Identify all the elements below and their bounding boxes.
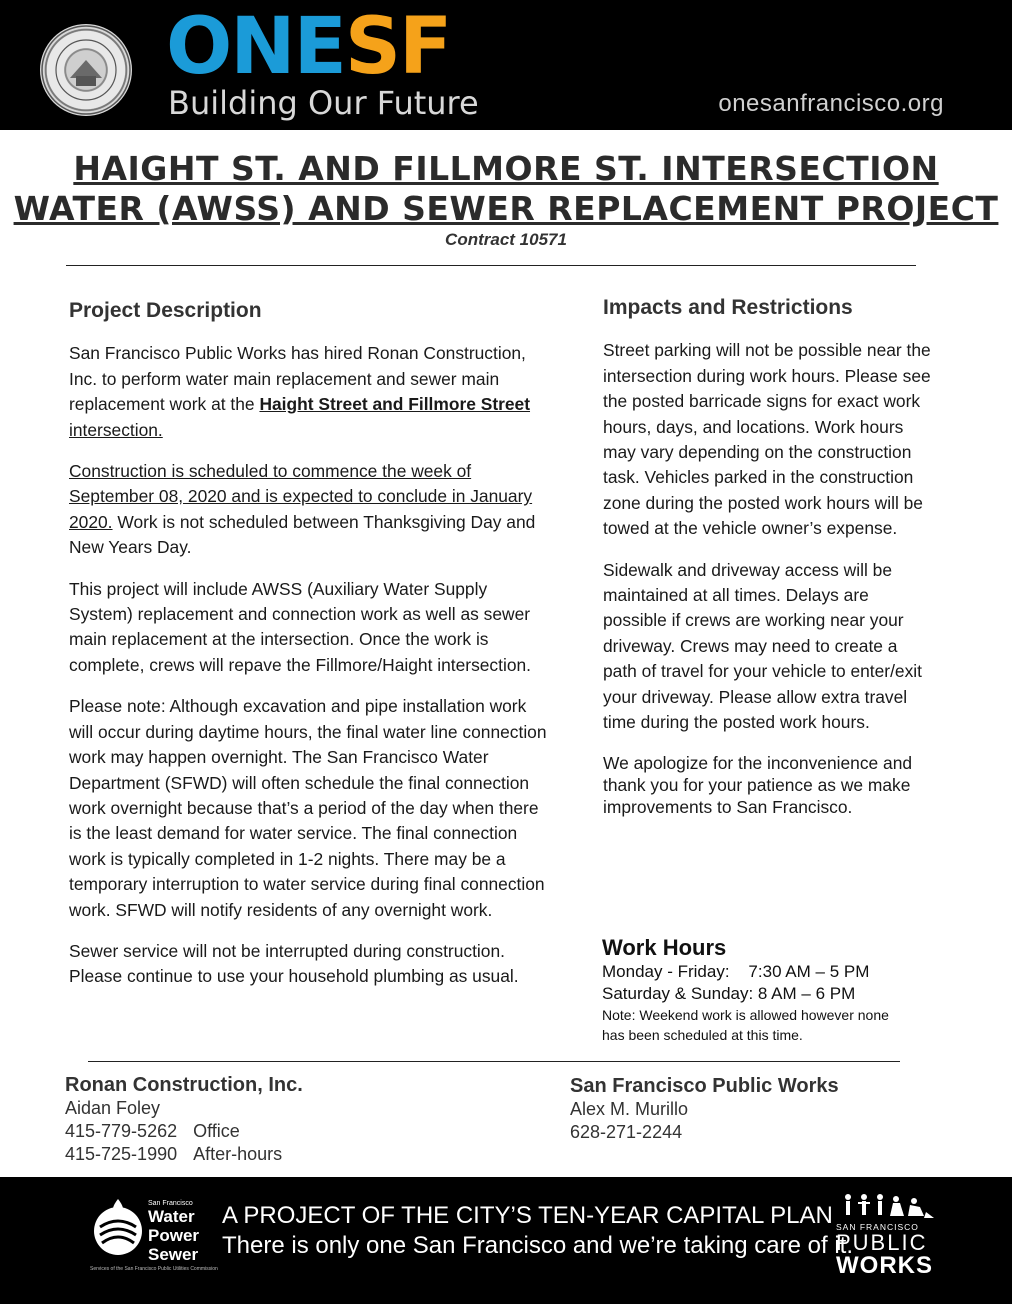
city-org-name: San Francisco Public Works — [570, 1075, 839, 1097]
pw-city-label: SAN FRANCISCO — [836, 1222, 919, 1232]
page-title-line2: WATER (AWSS) AND SEWER REPLACEMENT PROJECT — [13, 189, 999, 228]
city-person: Alex M. Murillo — [570, 1099, 689, 1119]
workers-silhouette-icon — [838, 1192, 936, 1222]
water-drop-icon — [90, 1197, 146, 1259]
description-p1-end: intersection. — [69, 419, 163, 440]
work-hours-note: Note: Weekend work is allowed however none has been scheduled at this time. — [602, 1007, 889, 1043]
title-divider — [66, 265, 916, 266]
city-phone[interactable]: 628-271-2244 — [570, 1122, 683, 1142]
logo-one-text: ONE — [166, 2, 345, 92]
work-hours-weekend: Saturday & Sunday: 8 AM – 6 PM — [602, 984, 856, 1003]
contractor-name: Ronan Construction, Inc. — [65, 1074, 303, 1096]
footer-slogan: There is only one San Francisco and we’re taking care of it. — [222, 1232, 853, 1259]
impacts-section — [603, 295, 933, 834]
city-seal-icon — [40, 24, 132, 116]
onesf-logo — [166, 2, 451, 92]
wps-fine-print: Services of the San Francisco Public Utilities Commission — [90, 1266, 218, 1272]
website-url[interactable]: onesanfrancisco.org — [718, 90, 944, 117]
office-label: Office — [193, 1121, 240, 1141]
page-title-line1: HAIGHT ST. AND FILLMORE ST. INTERSECTION — [73, 149, 939, 188]
impacts-heading: Impacts and Restrictions — [603, 296, 853, 319]
contractor-afterhours-phone[interactable]: 415-725-1990 — [65, 1144, 178, 1164]
contractor-office-phone[interactable]: 415-779-5262 — [65, 1121, 178, 1141]
description-paragraph-2 — [69, 459, 554, 561]
wps-power: Power — [148, 1226, 200, 1245]
description-p1-text: San Francisco Public Works has hired Ronan Construction, Inc. to perform water main replacement and sewer main replacement work at the — [69, 343, 526, 415]
description-paragraph-3: This project will include AWSS (Auxiliary Water Supply System) replacement and connection work as well as sewer main replacement at the intersection. Once the work is complete, crews will repave the Fillmore/Haight intersection. — [69, 578, 531, 675]
contractor-afterhours-row — [65, 1143, 485, 1166]
contractor-office-row — [65, 1120, 485, 1143]
contacts-divider — [88, 1061, 900, 1062]
schedule-text: Construction is scheduled to commence the week of September 08, 2020 and is expected to conclude in January 2020. — [69, 461, 533, 532]
description-paragraph-5: Sewer service will not be interrupted during construction. Please continue to use your household plumbing as usual. — [69, 940, 519, 987]
afterhours-label: After-hours — [193, 1144, 283, 1164]
wps-sewer: Sewer — [148, 1245, 199, 1264]
contractor-person: Aidan Foley — [65, 1098, 161, 1118]
city-contact — [570, 1075, 950, 1144]
contractor-contact — [65, 1074, 485, 1166]
schedule-rest: Work is not scheduled between Thanksgiving Day and New Years Day. — [69, 511, 536, 558]
wps-city-label: San Francisco — [148, 1200, 193, 1207]
logo-tagline: Building Our Future — [168, 84, 479, 122]
logo-sf-text: SF — [344, 2, 451, 92]
location-link: Haight Street and Fillmore Street — [259, 394, 531, 415]
impacts-paragraph-1: Street parking will not be possible near the intersection during work hours. Please see the posted barricade signs for exact work hours, days, and locations. Work hours may vary depending on the construction task. Vehicles parked in the construction zone during the posted work hours will be towed at the vehicle owner’s expense. — [603, 340, 931, 539]
pw-public-word: PUBLIC — [836, 1230, 928, 1255]
project-description-section — [69, 298, 554, 1006]
work-hours-section — [602, 935, 922, 1045]
description-paragraph-1 — [69, 341, 554, 443]
work-hours-heading: Work Hours — [602, 935, 727, 960]
pw-works-word: WORKS — [836, 1252, 933, 1279]
impacts-paragraph-2: Sidewalk and driveway access will be maintained at all times. Delays are possible if crews are working near your driveway. Crews may need to create a path of travel for your vehicle to enter/exit your driveway. Please allow extra travel time during the posted work hours. — [603, 559, 922, 733]
contract-number: Contract 10571 — [445, 230, 567, 249]
work-hours-weekday: Monday - Friday: 7:30 AM – 5 PM — [602, 962, 870, 981]
project-description-heading: Project Description — [69, 299, 262, 322]
description-paragraph-4: Please note: Although excavation and pipe installation work will occur during daytime hours, the final water line connection work may happen overnight. The San Francisco Water Department (SFWD) will often schedule the final connection work overnight because that’s a period of the day when there is the least demand for water service. The final connection work is typically completed in 1-2 nights. There may be a temporary interruption to water service during final connection work. SFWD will notify residents of any overnight work. — [69, 696, 547, 920]
impacts-paragraph-3: We apologize for the inconvenience and thank you for your patience as we make improvements to San Francisco. — [603, 752, 913, 817]
footer-capital-plan: A PROJECT OF THE CITY’S TEN-YEAR CAPITAL PLAN — [222, 1202, 833, 1229]
wps-wordmark — [148, 1207, 199, 1264]
wps-water: Water — [148, 1207, 195, 1226]
